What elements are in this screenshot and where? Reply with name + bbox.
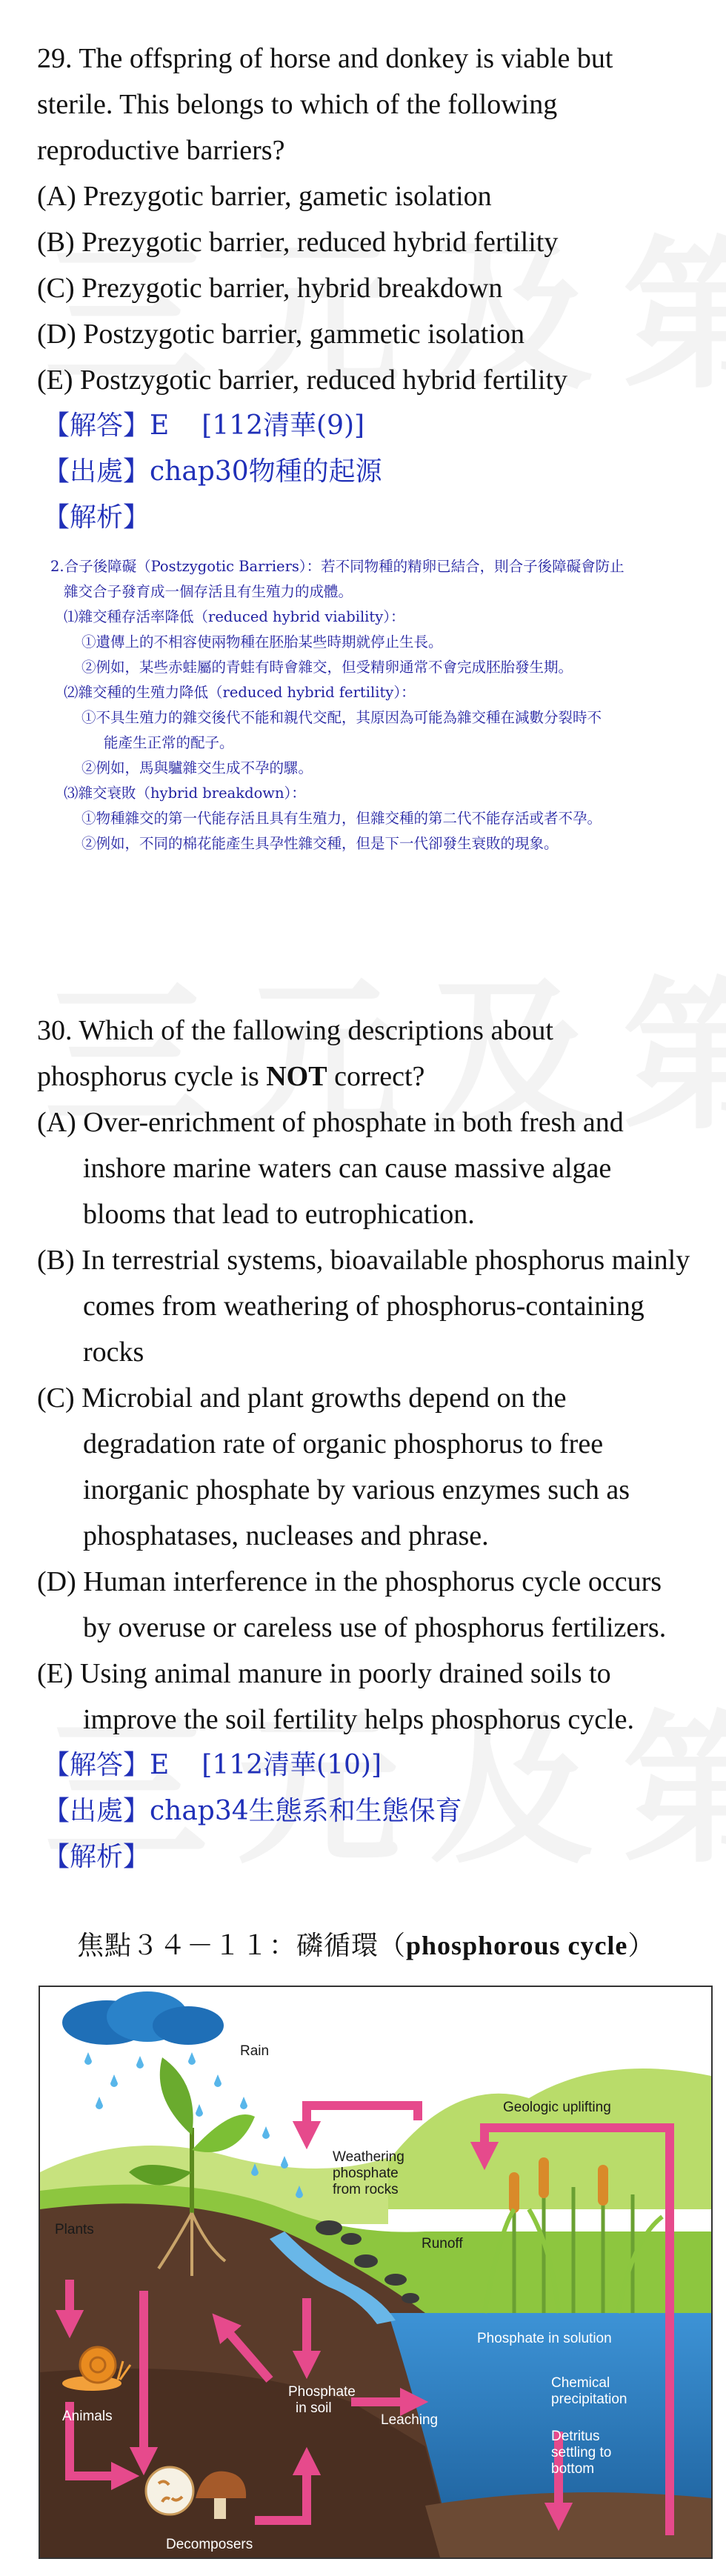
question-29-stem-line: 29. The offspring of horse and donkey is viable but: [37, 43, 613, 74]
label-leaching: Leaching: [381, 2412, 439, 2428]
note-line: 2.合子後障礙（Postzygotic Barriers）：若不同物種的精卵已結合，則合子後障礙會防止: [50, 558, 625, 575]
answer-source: [112清華(10)]: [202, 1750, 382, 1780]
label-chemical: Chemical: [551, 2375, 610, 2391]
stem-emphasis: NOT: [266, 1061, 327, 1092]
note-line: ⑴雜交種存活率降低（reduced hybrid viability）：: [64, 608, 405, 625]
label-weathering: from rocks: [333, 2182, 399, 2197]
note-line: ②例如，不同的棉花能產生具孕性雜交種，但是下一代卻發生衰敗的現象。: [81, 835, 559, 852]
option-b: (B) Prezygotic barrier, reduced hybrid fertility: [37, 227, 559, 258]
label-plants: Plants: [55, 2222, 94, 2237]
diagram-canvas: [40, 1987, 711, 2557]
source-line: 【出處】chap34生態系和生態保育: [43, 1796, 462, 1826]
label-rain: Rain: [240, 2043, 270, 2059]
focus-suffix: ）: [627, 1931, 656, 1961]
answer-line: [43, 403, 696, 449]
label-chemical: precipitation: [551, 2392, 627, 2407]
answer-label: 【解答】E: [43, 410, 170, 441]
label-detritus: bottom: [551, 2461, 595, 2477]
note-line: 雜交合子發育成一個存活且有生殖力的成體。: [64, 583, 353, 600]
note-line: ②例如，馬與驢雜交生成不孕的騾。: [81, 759, 313, 776]
analysis-heading: 【解析】: [43, 502, 150, 533]
label-runoff: Runoff: [422, 2236, 463, 2251]
question-30-stem-line: [37, 1054, 696, 1099]
option-d: (D) Postzygotic barrier, gammetic isolation: [37, 319, 525, 350]
option-c: (C) Prezygotic barrier, hybrid breakdown: [37, 273, 503, 304]
label-animals: Animals: [62, 2409, 113, 2424]
question-29-stem-line: reproductive barriers?: [37, 135, 285, 166]
label-phosphate-soil: in soil: [296, 2400, 332, 2416]
explanation-note: [50, 554, 717, 856]
analysis-heading: 【解析】: [43, 1842, 150, 1872]
answer-source: [112清華(9)]: [202, 410, 365, 441]
label-geologic: Geologic uplifting: [503, 2100, 611, 2115]
question-30-stem-line: 30. Which of the fallowing descriptions about: [37, 1015, 553, 1046]
answer-label: 【解答】E: [43, 1750, 170, 1780]
note-line: ①遺傳上的不相容使兩物種在胚胎某些時期就停止生長。: [81, 633, 443, 650]
answer-line: [43, 1743, 696, 1788]
note-line: ①物種雜交的第一代能存活且具有生殖力，但雜交種的第二代不能存活或者不孕。: [81, 810, 602, 827]
stem-text: phosphorus cycle is: [37, 1061, 267, 1092]
question-30: [37, 1008, 696, 1880]
label-weathering: phosphate: [333, 2166, 399, 2181]
focus-bold: phosphorous cycle: [406, 1931, 628, 1960]
note-line: 能產生正常的配子。: [104, 734, 234, 751]
option-a: (A) Prezygotic barrier, gametic isolation: [37, 181, 492, 212]
option-a: (A) Over-enrichment of phosphate in both fresh and inshore marine waters can cause massive algae blooms that lead to eutrophication.: [37, 1107, 624, 1230]
phosphorus-cycle-diagram: [39, 1986, 713, 2559]
option-b: (B) In terrestrial systems, bioavailable phosphorus mainly comes from weathering of phosphorus-containing rocks: [37, 1245, 690, 1368]
label-phosphate-soil: Phosphate: [288, 2384, 356, 2400]
focus-heading: [77, 1925, 655, 1963]
label-weathering: Weathering: [333, 2149, 404, 2165]
source-line: 【出處】chap30物種的起源: [43, 456, 382, 487]
arrow-weathering: [307, 2106, 418, 2135]
focus-prefix: 焦點３４－１１：磷循環（: [77, 1931, 407, 1961]
note-line: ⑶雜交衰敗（hybrid breakdown）：: [64, 785, 306, 802]
note-line: ①不具生殖力的雜交後代不能和親代交配，其原因為可能為雜交種在減數分裂時不: [81, 709, 602, 726]
hill: [388, 2069, 711, 2209]
label-decomposers: Decomposers: [166, 2537, 253, 2552]
option-e: (E) Using animal manure in poorly drained soils to improve the soil fertility helps phosphorus cycle.: [37, 1658, 635, 1735]
label-detritus: settling to: [551, 2445, 612, 2460]
note-line: ②例如，某些赤蛙屬的青蛙有時會雜交，但受精卵通常不會完成胚胎發生期。: [81, 659, 573, 676]
option-c: (C) Microbial and plant growths depend on the degradation rate of organic phosphorus to free inorganic phosphate by various enzymes such as phosphatases, nucleases and phrase.: [37, 1382, 630, 1551]
label-detritus: Detritus: [551, 2429, 600, 2444]
question-29-stem-line: sterile. This belongs to which of the following: [37, 89, 558, 120]
question-29: [37, 36, 696, 541]
note-line: ⑵雜交種的生殖力降低（reduced hybrid fertility）：: [64, 684, 416, 701]
label-phosphate-solution: Phosphate in solution: [477, 2331, 612, 2346]
stem-text: correct?: [327, 1061, 425, 1092]
option-e: (E) Postzygotic barrier, reduced hybrid fertility: [37, 365, 568, 396]
option-d: (D) Human interference in the phosphorus cycle occurs by overuse or careless use of phosphorus fertilizers.: [37, 1566, 667, 1643]
